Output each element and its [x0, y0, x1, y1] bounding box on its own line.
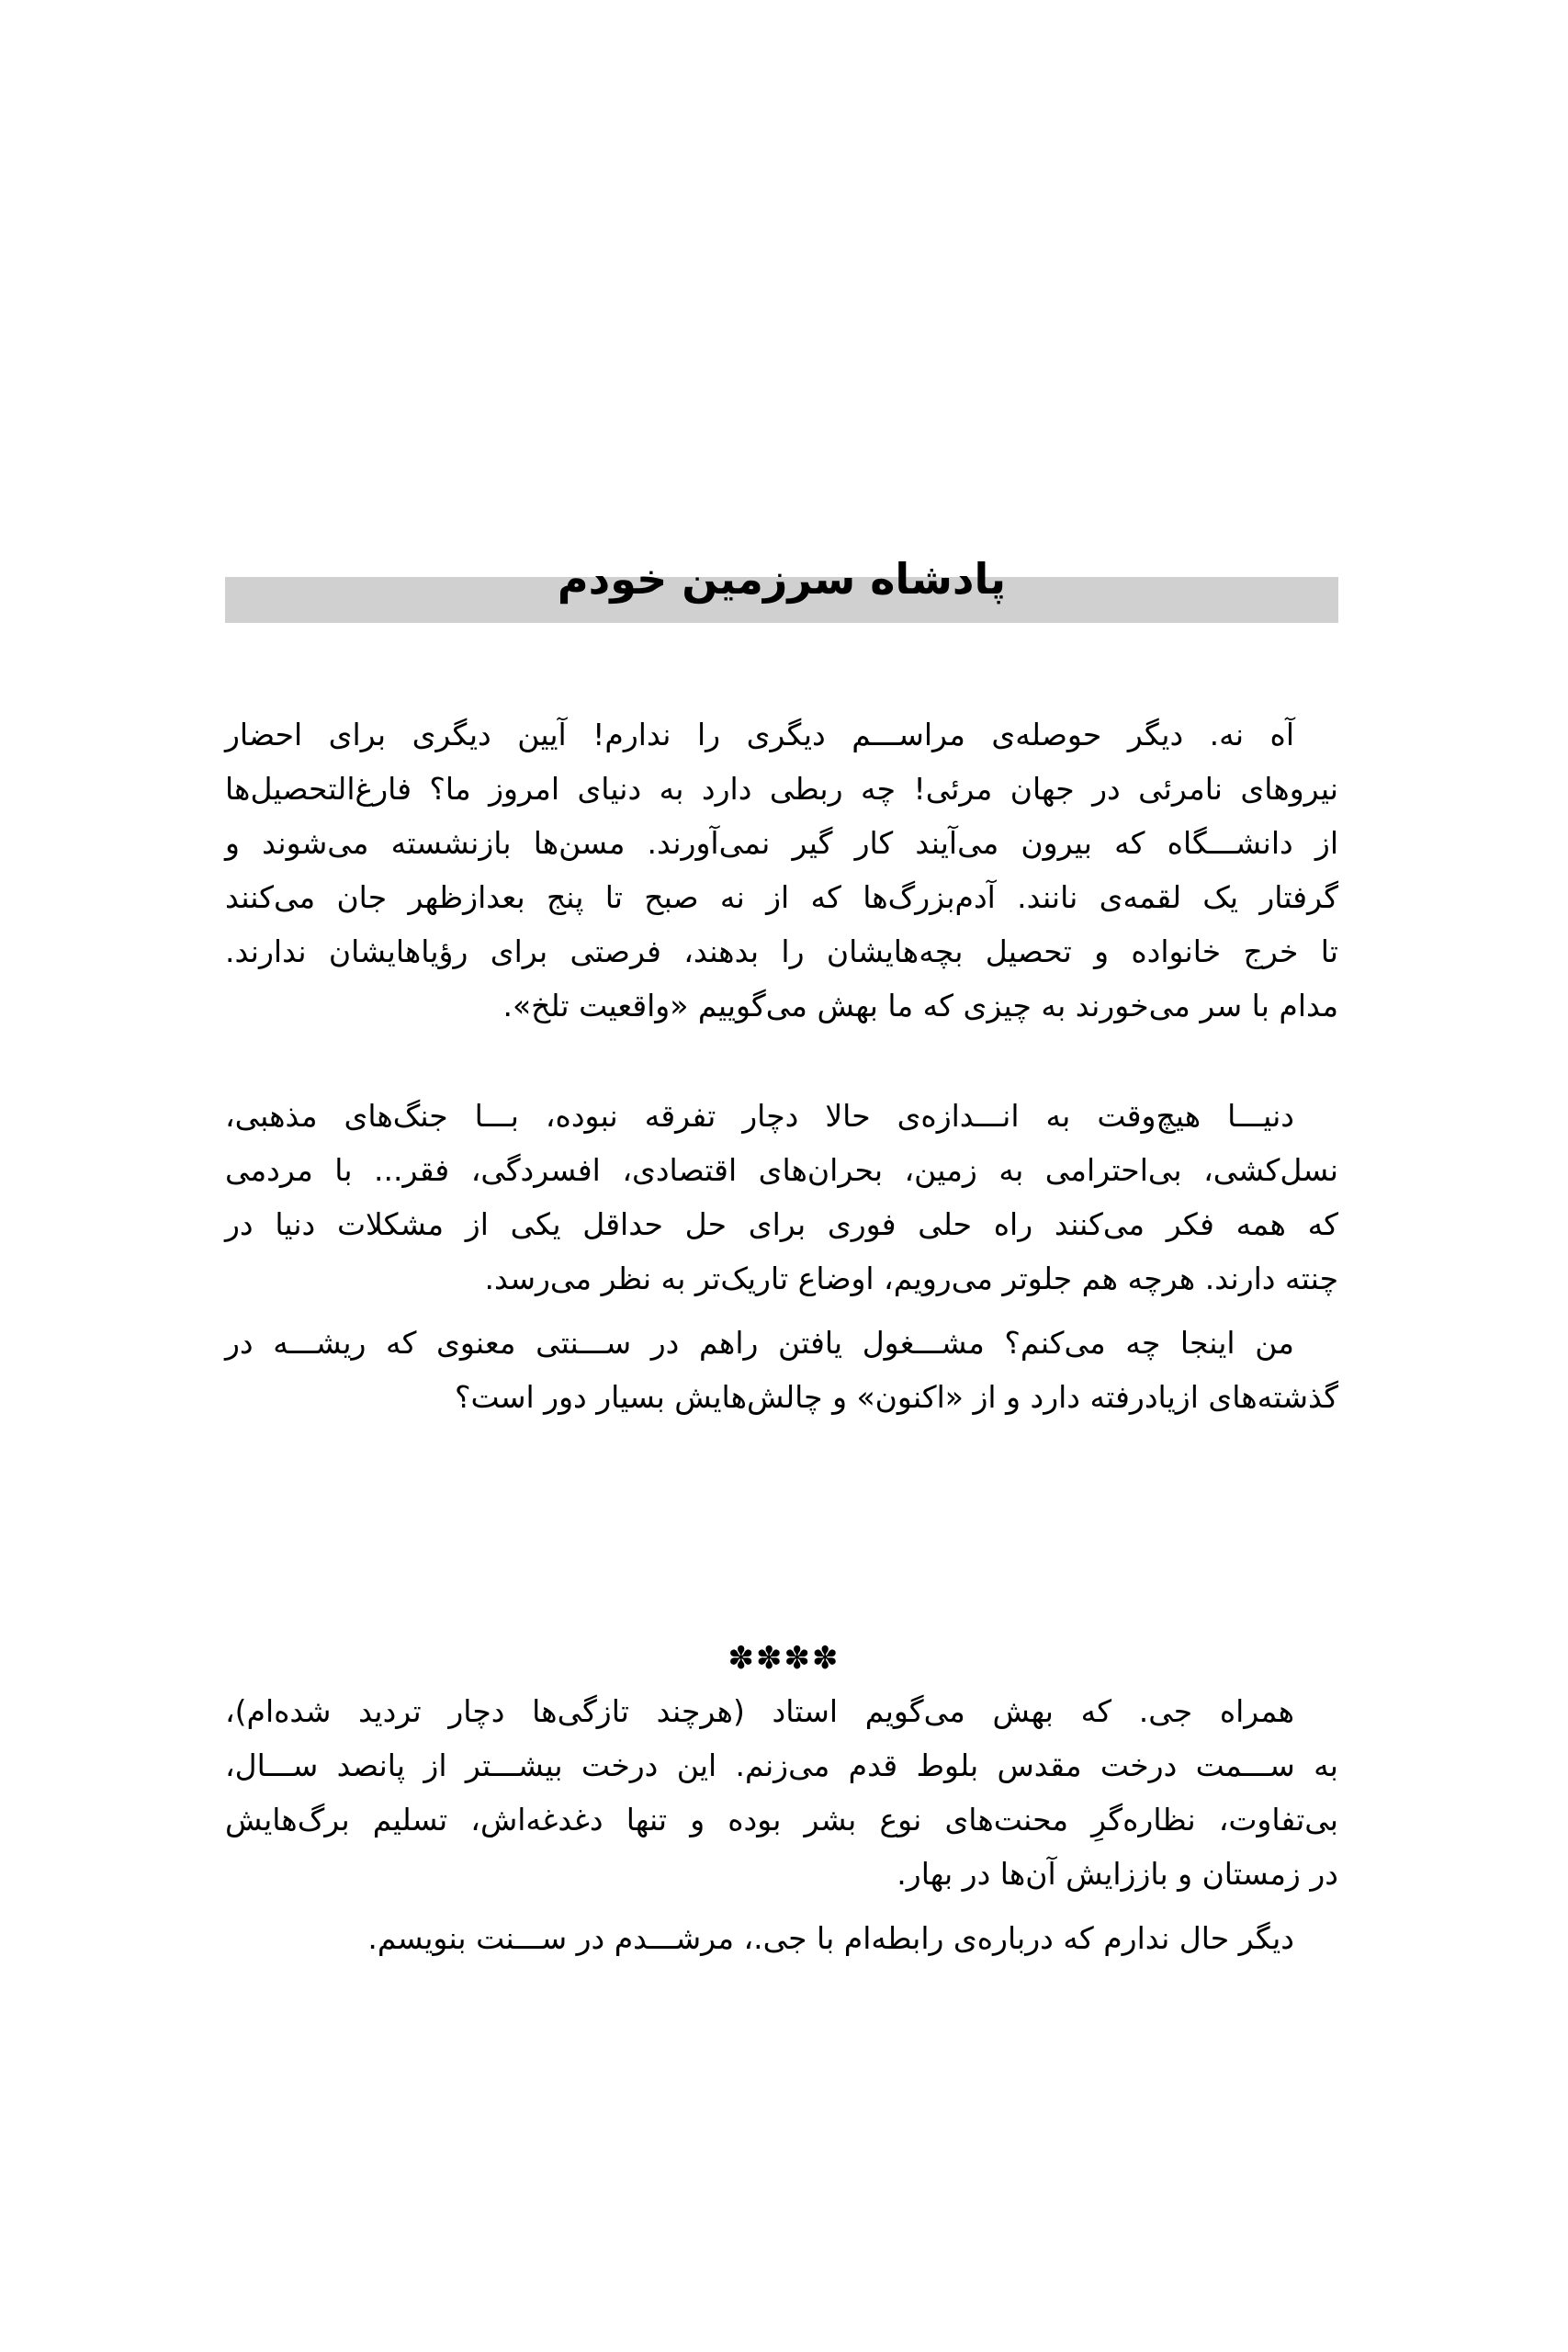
paragraph-1	[225, 707, 1338, 1033]
text-line: دیگر حال ندارم که درباره‌ی رابطه‌ام با جی.، مرشـــدم در ســـنت بنویسم.	[367, 1920, 1294, 1956]
section-separator-asterisks: ✽✽✽✽	[728, 1640, 840, 1677]
chapter-title: پادشاه سرزمین خودم	[557, 554, 1007, 604]
text-line: آه نه. دیگر حوصله‌ی مراســـم دیگری را ندارم! آیین دیگری برای احضار	[225, 717, 1294, 752]
text-line: نسل‌کشی، بی‌احترامی به زمین، بحران‌های اقتصادی، افسردگی، فقر... با مردمی	[225, 1152, 1338, 1188]
text-line: من اینجا چه می‌کنم؟ مشـــغول یافتن راهم در ســـنتی معنوی که ریشـــه در	[225, 1325, 1294, 1361]
text-line: به ســـمت درخت مقدس بلوط قدم می‌زنم. این درخت بیشـــتر از پانصد ســـال،	[225, 1747, 1338, 1783]
text-line: گرفتار یک لقمه‌ی نانند. آدم‌بزرگ‌ها که از نه صبح تا پنج بعدازظهر جان می‌کنند	[225, 879, 1338, 915]
paragraph-5	[225, 1911, 1338, 1965]
text-line: همراه جی. که بهش می‌گویم استاد (هرچند تازگی‌ها دچار تردید شده‌ام)،	[225, 1693, 1294, 1729]
text-line: دنیـــا هیچ‌وقت به انـــدازه‌ی حالا دچار تفرقه نبوده، بـــا جنگ‌های مذهبی،	[225, 1098, 1294, 1134]
text-line: گذشته‌های ازیادرفته دارد و از «اکنون» و چالش‌هایش بسیار دور است؟	[454, 1379, 1338, 1415]
text-line: چنته دارند. هرچه هم جلوتر می‌رویم، اوضاع تاریک‌تر به نظر می‌رسد.	[484, 1261, 1338, 1296]
paragraph-3	[225, 1316, 1338, 1424]
text-line: نیروهای نامرئی در جهان مرئی! چه ربطی دارد به دنیای امروز ما؟ فارغ‌التحصیل‌ها	[225, 771, 1338, 807]
text-line: از دانشـــگاه که بیرون می‌آیند کار گیر نمی‌آورند. مسن‌ها بازنشسته می‌شوند و	[225, 825, 1338, 861]
text-line: مدام با سر می‌خورند به چیزی که ما بهش می‌گوییم «واقعیت تلخ».	[502, 988, 1338, 1023]
paragraph-4	[225, 1684, 1338, 1901]
paragraph-2	[225, 1089, 1338, 1306]
text-line: بی‌تفاوت، نظاره‌گرِ محنت‌های نوع بشر بوده و تنها دغدغه‌اش، تسلیم برگ‌هایش	[225, 1802, 1338, 1838]
text-line: که همه فکر می‌کنند راه حلی فوری برای حل حداقل یکی از مشکلات دنیا در	[225, 1206, 1338, 1242]
text-line: تا خرج خانواده و تحصیل بچه‌هایشان را بدهند، فرصتی برای رؤیاهایشان ندارند.	[225, 933, 1338, 969]
text-line: در زمستان و باززایش آن‌ها در بهار.	[897, 1856, 1338, 1892]
